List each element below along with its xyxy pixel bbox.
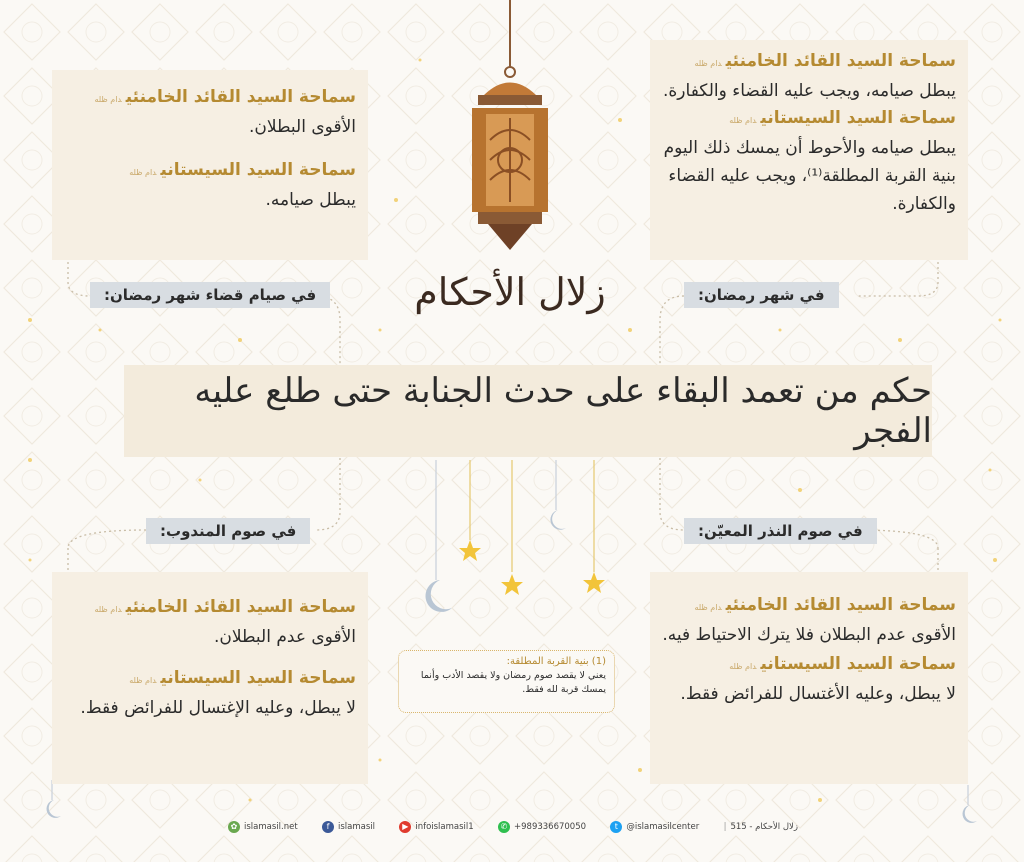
label-qadha: في صيام قضاء شهر رمضان: [90, 282, 330, 308]
footnote-body: يعني لا يقصد صوم رمضان ولا يقصد الأدب وأنما يمسك قربة لله فقط. [420, 670, 606, 695]
footer-website[interactable]: ✿ islamasil.net [228, 821, 298, 833]
ruling-text: لا يبطل، وعليه الأغتسال للفرائض فقط. [680, 684, 956, 704]
ruling-text: الأقوى عدم البطلان. [213, 627, 356, 647]
footer-whatsapp[interactable]: ✆ +989336670050 [498, 821, 586, 833]
series-logo: زلال الأحكام [414, 270, 606, 314]
card-mandub [52, 572, 368, 784]
scholar-name: سماحة السيد القائد الخامنئيدام ظله [694, 595, 956, 615]
ruling-text: يبطل صيامه والأحوط أن يمسك ذلك اليوم بنية القربة المطلقة⁽¹⁾، ويجب عليه القضاء والكفارة. [663, 138, 956, 214]
card-nadhr [650, 572, 968, 784]
youtube-icon: ▶ [399, 821, 411, 833]
scholar-name: سماحة السيد القائد الخامنئيدام ظله [694, 51, 956, 71]
scholar-name: سماحة السيد السيستانيدام ظله [729, 654, 956, 674]
ruling-text: الأقوى عدم البطلان فلا يترك الاحتياط فيه. [662, 625, 956, 645]
lantern-icon [472, 0, 548, 250]
scholar-name: سماحة السيد السيستانيدام ظله [129, 668, 356, 688]
label-ramadan: في شهر رمضان: [684, 282, 839, 308]
whatsapp-icon: ✆ [498, 821, 510, 833]
label-nadhr: في صوم النذر المعيّن: [684, 518, 877, 544]
scholar-name: سماحة السيد السيستانيدام ظله [729, 108, 956, 128]
scholar-name: سماحة السيد السيستانيدام ظله [129, 160, 356, 180]
scholar-name: سماحة السيد القائد الخامنئيدام ظله [94, 87, 356, 107]
ruling-text: يبطل صيامه. [265, 190, 356, 210]
ruling-text: يبطل صيامه، ويجب عليه القضاء والكفارة. [663, 81, 956, 101]
footer-facebook[interactable]: f islamasil [322, 821, 375, 833]
facebook-icon: f [322, 821, 334, 833]
site-logo-icon: ✿ [228, 821, 240, 833]
card-ramadan [650, 40, 968, 260]
footnote-title: (1) بنية القربة المطلقة: [506, 656, 606, 667]
ruling-text: لا يبطل، وعليه الإغتسال للفرائض فقط. [80, 698, 356, 718]
footer-twitter[interactable]: t @islamasilcenter [610, 821, 699, 833]
label-mandub: في صوم المندوب: [146, 518, 310, 544]
footer-series: | زلال الأحكام - 515 [723, 822, 798, 832]
footer-bar [228, 815, 798, 839]
page-title: حكم من تعمد البقاء على حدث الجنابة حتى طلع عليه الفجر [194, 371, 932, 451]
twitter-icon: t [610, 821, 622, 833]
scholar-name: سماحة السيد القائد الخامنئيدام ظله [94, 597, 356, 617]
ruling-text: الأقوى البطلان. [248, 117, 356, 137]
footer-youtube[interactable]: ▶ infoislamasil1 [399, 821, 473, 833]
star-icon [459, 540, 605, 595]
footnote-box [398, 650, 615, 713]
title-banner [124, 365, 932, 457]
card-qadha [52, 70, 368, 260]
